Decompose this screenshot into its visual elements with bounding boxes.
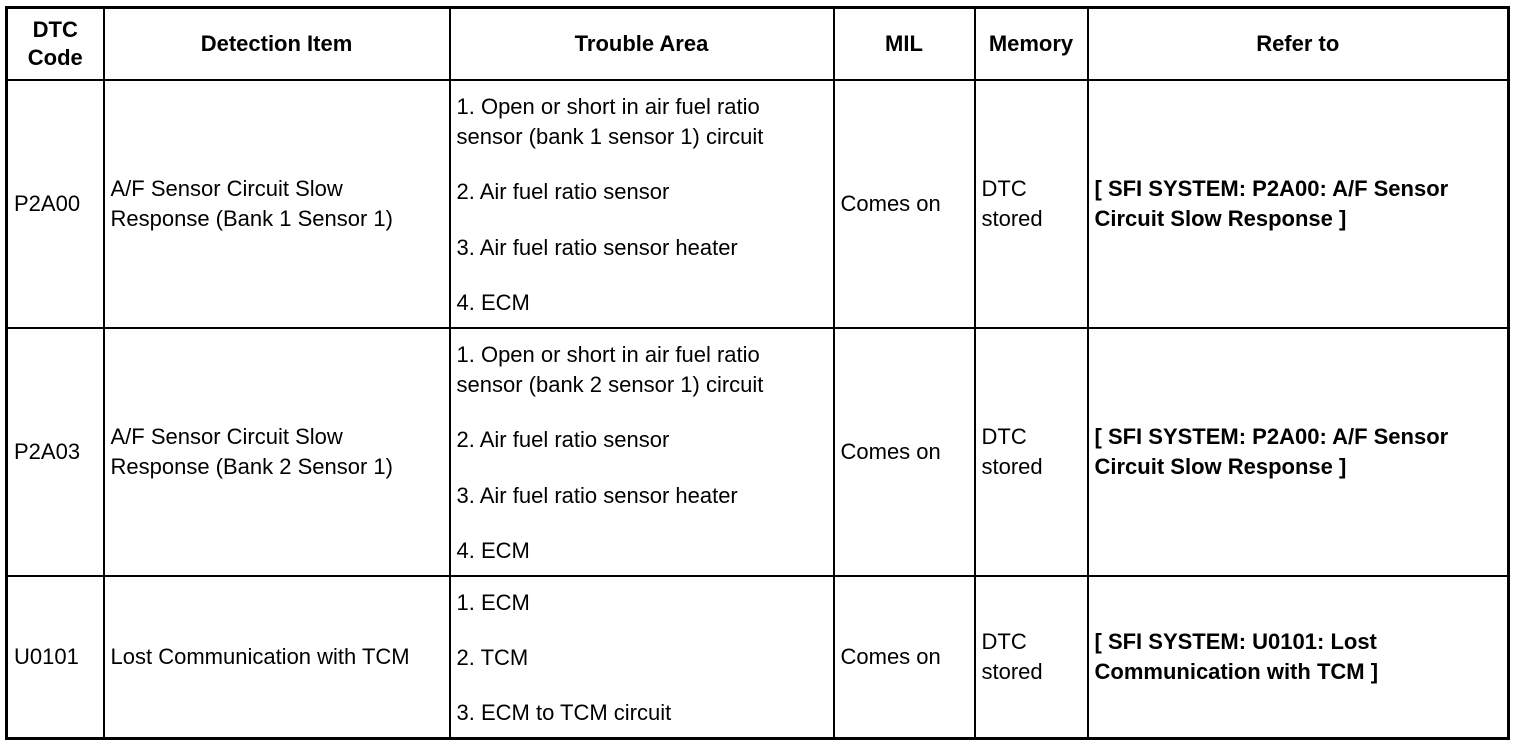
- trouble-area-item: 1. Open or short in air fuel ratio sensor (bank 2 sensor 1) circuit: [456, 342, 764, 397]
- header-refer-to: Refer to: [1088, 8, 1509, 81]
- trouble-area-cell: [450, 80, 834, 328]
- table-row: [7, 80, 1509, 328]
- mil-cell: Comes on: [834, 328, 975, 576]
- dtc-code-cell: P2A03: [7, 328, 104, 576]
- detection-item-cell: A/F Sensor Circuit Slow Response (Bank 2 Sensor 1): [104, 328, 450, 576]
- trouble-area-item: 1. ECM: [456, 590, 530, 615]
- detection-item-cell: Lost Communication with TCM: [104, 576, 450, 739]
- dtc-table: [5, 6, 1510, 740]
- trouble-area-cell: [450, 576, 834, 739]
- trouble-area-item: 3. ECM to TCM circuit: [456, 700, 672, 725]
- trouble-area-item: 2. Air fuel ratio sensor: [456, 179, 670, 205]
- refer-to-link[interactable]: [ SFI SYSTEM: P2A00: A/F Sensor Circuit Slow Response ]: [1088, 80, 1509, 328]
- table-row: [7, 328, 1509, 576]
- trouble-area-item: 4. ECM: [456, 537, 530, 563]
- refer-to-link[interactable]: [ SFI SYSTEM: U0101: Lost Communication with TCM ]: [1088, 576, 1509, 739]
- detection-item-cell: A/F Sensor Circuit Slow Response (Bank 1 Sensor 1): [104, 80, 450, 328]
- memory-cell: DTC stored: [975, 80, 1088, 328]
- trouble-area-item: 1. Open or short in air fuel ratio sensor (bank 1 sensor 1) circuit: [456, 94, 764, 149]
- trouble-area-list: [457, 588, 827, 728]
- trouble-area-item: 2. Air fuel ratio sensor: [456, 427, 670, 453]
- table-row: [7, 576, 1509, 739]
- header-detection-item: Detection Item: [104, 8, 450, 81]
- memory-cell: DTC stored: [975, 576, 1088, 739]
- trouble-area-item: 3. Air fuel ratio sensor heater: [456, 482, 738, 508]
- memory-cell: DTC stored: [975, 328, 1088, 576]
- header-trouble-area: Trouble Area: [450, 8, 834, 81]
- trouble-area-item: 2. TCM: [456, 645, 529, 670]
- header-dtc-code: DTC Code: [7, 8, 104, 81]
- trouble-area-item: 4. ECM: [456, 289, 530, 315]
- refer-to-link[interactable]: [ SFI SYSTEM: P2A00: A/F Sensor Circuit Slow Response ]: [1088, 328, 1509, 576]
- dtc-code-cell: U0101: [7, 576, 104, 739]
- trouble-area-item: 3. Air fuel ratio sensor heater: [456, 234, 738, 260]
- trouble-area-list: [457, 92, 827, 318]
- mil-cell: Comes on: [834, 576, 975, 739]
- mil-cell: Comes on: [834, 80, 975, 328]
- header-row: [7, 8, 1509, 81]
- header-memory: Memory: [975, 8, 1088, 81]
- trouble-area-list: [457, 340, 827, 566]
- trouble-area-cell: [450, 328, 834, 576]
- dtc-code-cell: P2A00: [7, 80, 104, 328]
- header-mil: MIL: [834, 8, 975, 81]
